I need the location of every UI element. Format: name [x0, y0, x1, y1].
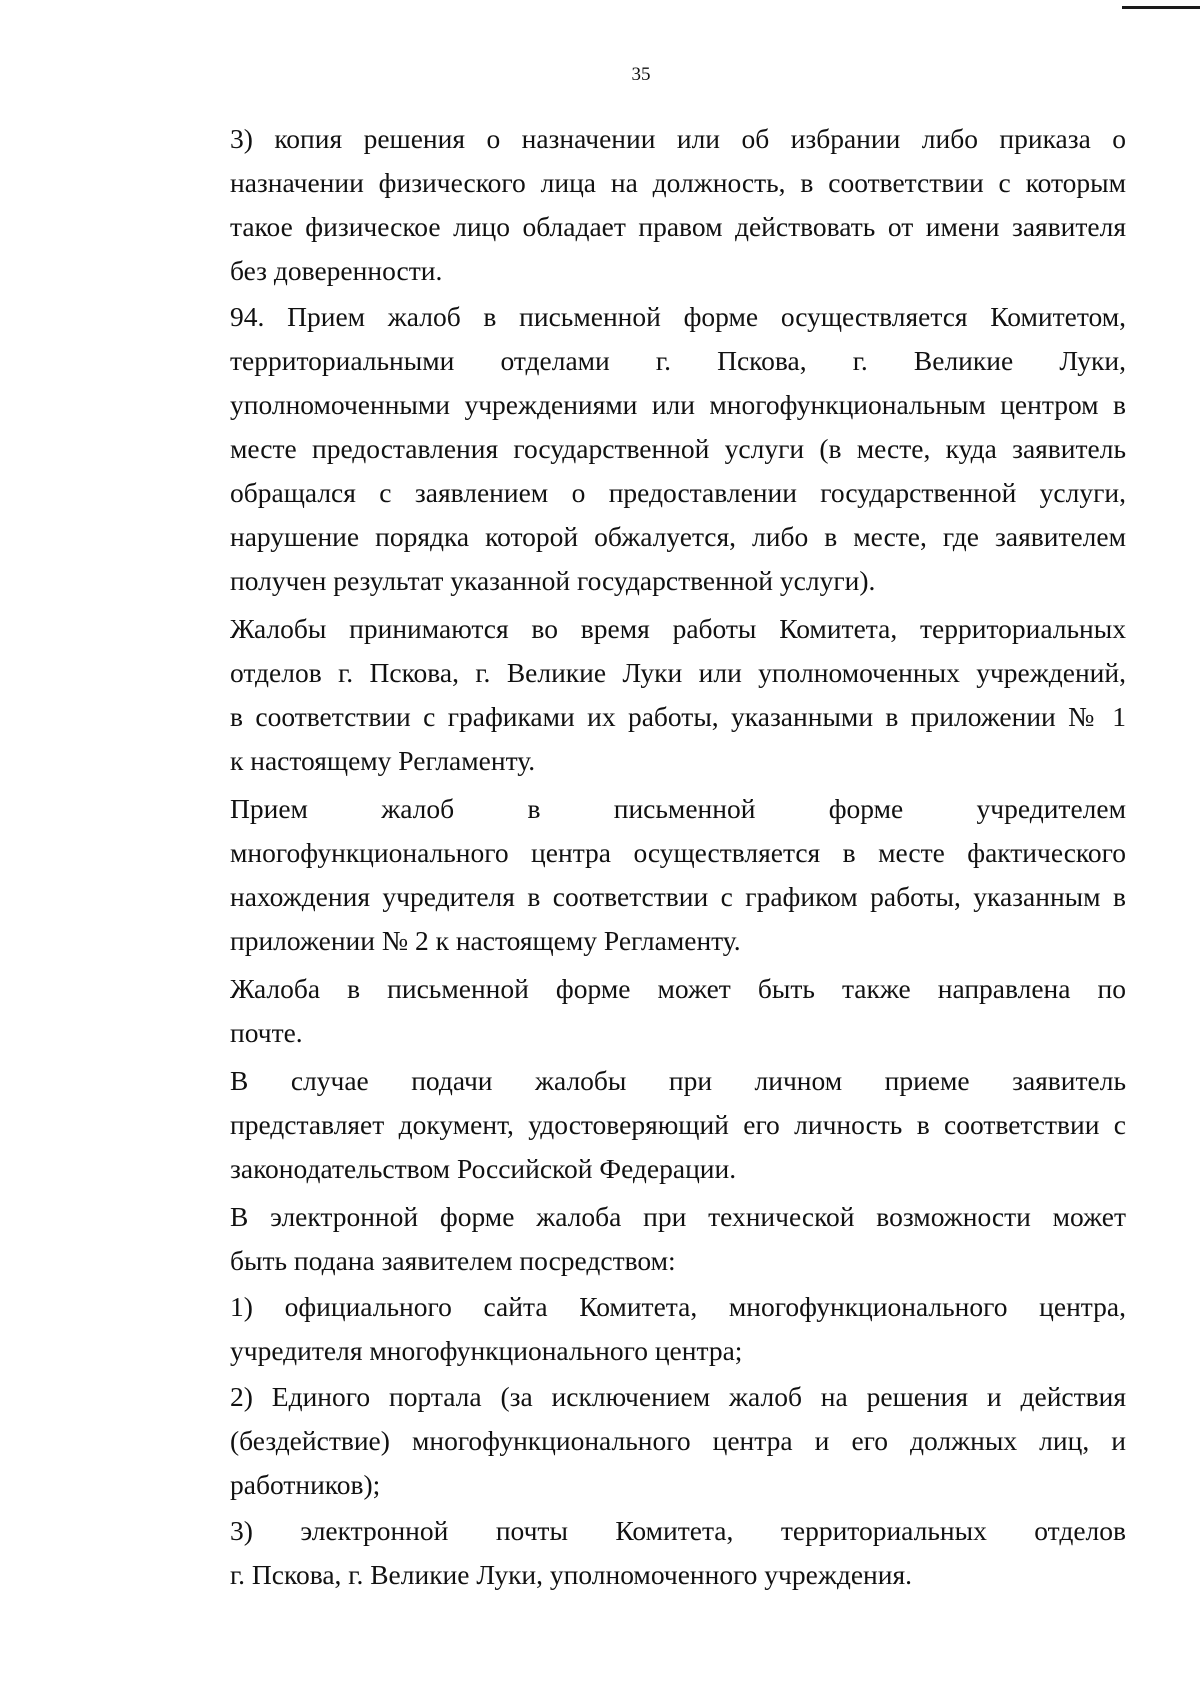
- text-line: В случае подачи жалобы при личном приеме заявитель: [230, 1065, 1126, 1096]
- text-line: В электронной форме жалоба при технической возможности может: [230, 1201, 1126, 1232]
- text-line: быть подана заявителем посредством:: [230, 1245, 676, 1276]
- text-line: многофункционального центра осуществляется в месте фактического: [230, 837, 1126, 868]
- text-line: учредителя многофункционального центра;: [230, 1335, 743, 1366]
- text-line: почте.: [230, 1017, 303, 1048]
- text-line: месте предоставления государственной услуги (в месте, куда заявитель: [230, 433, 1126, 464]
- paragraph-founder-reception: [158, 787, 1126, 963]
- page-number: 35: [631, 64, 651, 85]
- text-line: в соответствии с графиками их работы, указанными в приложении № 1: [230, 701, 1126, 732]
- paragraph-copy-of-decision: [158, 117, 1126, 293]
- text-line: 1) официального сайта Комитета, многофункционального центра,: [230, 1291, 1126, 1322]
- text-line: г. Пскова, г. Великие Луки, уполномоченного учреждения.: [230, 1559, 912, 1590]
- corner-scan-mark: [1122, 0, 1200, 9]
- text-line: отделов г. Пскова, г. Великие Луки или уполномоченных учреждений,: [230, 657, 1126, 688]
- document-body: [158, 117, 1126, 1597]
- text-line: Прием жалоб в письменной форме учредителем: [230, 793, 1126, 824]
- text-line: представляет документ, удостоверяющий его личность в соответствии с: [230, 1109, 1126, 1140]
- paragraph-personal-reception: [158, 1059, 1126, 1191]
- text-line: уполномоченными учреждениями или многофункциональным центром в: [230, 389, 1126, 420]
- text-line: приложении № 2 к настоящему Регламенту.: [230, 925, 741, 956]
- list-item-email: [158, 1509, 1126, 1597]
- text-line: работников);: [230, 1469, 381, 1500]
- text-line: назначении физического лица на должность, в соответствии с которым: [230, 167, 1126, 198]
- paragraph-mail-submission: [158, 967, 1126, 1055]
- paragraph-working-hours: [158, 607, 1126, 783]
- text-line: Жалобы принимаются во время работы Комитета, территориальных: [230, 613, 1126, 644]
- text-line: законодательством Российской Федерации.: [230, 1153, 737, 1184]
- text-line: нахождения учредителя в соответствии с графиком работы, указанным в: [230, 881, 1126, 912]
- paragraph-electronic-form: [158, 1195, 1126, 1283]
- text-line: 2) Единого портала (за исключением жалоб на решения и действия: [230, 1381, 1126, 1412]
- text-line: обращался с заявлением о предоставлении государственной услуги,: [230, 477, 1126, 508]
- paragraph-94-complaint-reception: [158, 295, 1126, 603]
- text-line: нарушение порядка которой обжалуется, либо в месте, где заявителем: [230, 521, 1126, 552]
- text-line: такое физическое лицо обладает правом действовать от имени заявителя: [230, 211, 1126, 242]
- list-item-official-site: [158, 1285, 1126, 1373]
- text-line: территориальными отделами г. Пскова, г. Великие Луки,: [230, 345, 1126, 376]
- text-line: (бездействие) многофункционального центра и его должных лиц, и: [230, 1425, 1126, 1456]
- text-line: без доверенности.: [230, 255, 443, 286]
- text-line: 3) электронной почты Комитета, территориальных отделов: [230, 1515, 1126, 1546]
- text-line: 94. Прием жалоб в письменной форме осуществляется Комитетом,: [230, 301, 1126, 332]
- text-line: 3) копия решения о назначении или об избрании либо приказа о: [230, 123, 1126, 154]
- text-line: Жалоба в письменной форме может быть также направлена по: [230, 973, 1126, 1004]
- text-line: получен результат указанной государственной услуги).: [230, 565, 876, 596]
- text-line: к настоящему Регламенту.: [230, 745, 536, 776]
- list-item-unified-portal: [158, 1375, 1126, 1507]
